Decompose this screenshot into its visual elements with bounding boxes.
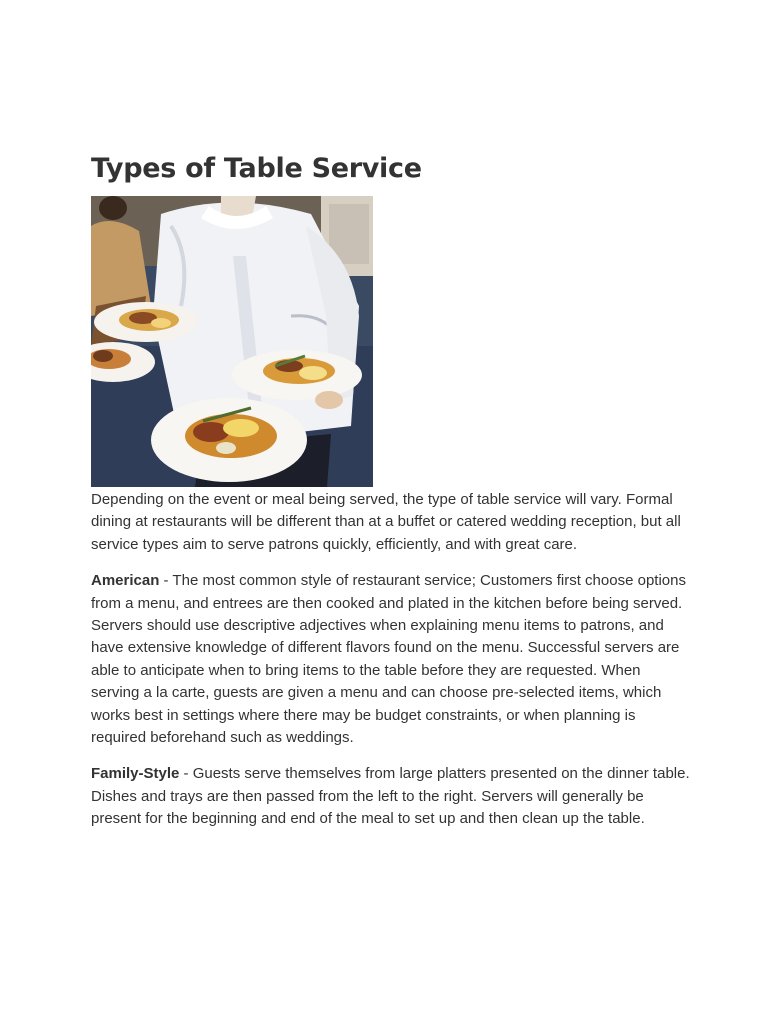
document-page (91, 150, 691, 845)
section-term: Family-Style (91, 765, 180, 783)
section-text: - Guests serve themselves from large platters presented on the dinner table. Dishes and trays are then passed from the left to the right. Servers will generally be present for the beginning and end of the meal to set up and then clean up the table. (91, 765, 690, 828)
section-term: American (91, 572, 160, 590)
section-text: - The most common style of restaurant service; Customers first choose options from a menu, and entrees are then cooked and plated in the kitchen before being served. Servers should use descriptive adjectives when explaining menu items to patrons, and have extensive knowledge of different flavors found on the menu. Successful servers are able to anticipate when to bring items to the table before they are requested. When serving a la carte, guests are given a menu and can choose pre-selected items, which works best in settings where there may be budget constraints, or when planning is required beforehand such as weddings. (91, 572, 686, 747)
section-family-style (91, 763, 691, 830)
page-title: Types of Table Service (91, 153, 422, 184)
intro-paragraph: Depending on the event or meal being served, the type of table service will vary. Formal dining at restaurants will be different than at a buffet or catered wedding reception, but all service types aim to serve patrons quickly, efficiently, and with great care. (91, 491, 681, 553)
waiter-photo (91, 196, 373, 487)
section-american (91, 570, 691, 749)
